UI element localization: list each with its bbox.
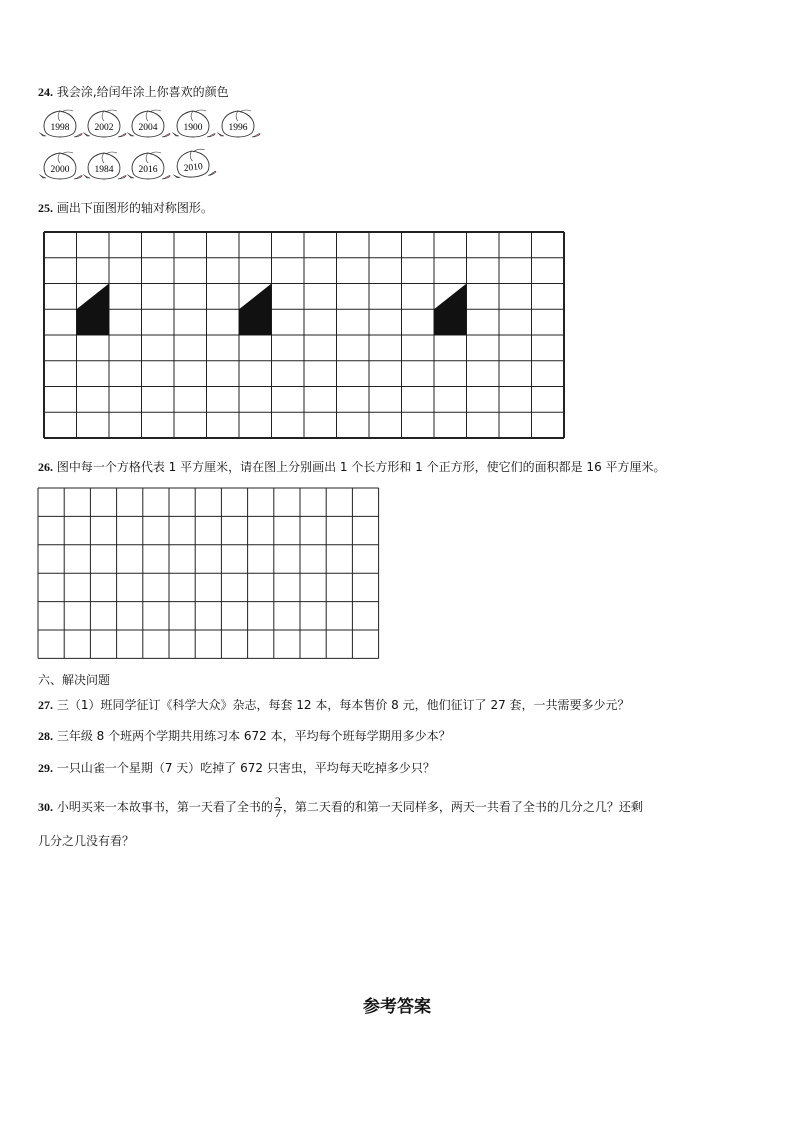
peach-year: 2010: [183, 162, 204, 174]
fraction-numerator: 2: [274, 794, 281, 808]
q30-number: 30.: [38, 800, 53, 814]
q26-prompt: [38, 459, 666, 475]
q25-text: 画出下面图形的轴对称图形。: [56, 201, 213, 215]
q30-continuation: [38, 833, 134, 849]
fraction-denominator: 7: [274, 806, 281, 820]
fraction: [274, 796, 282, 819]
peach-1900[interactable]: [173, 110, 216, 137]
q24-prompt: [38, 84, 229, 100]
shape-half: [77, 284, 110, 336]
q28-prompt: [38, 728, 451, 744]
peach-year: 2016: [138, 165, 158, 175]
q30-text-c: 几分之几没有看？: [38, 834, 135, 848]
peach-1998[interactable]: [40, 110, 83, 137]
q30-text-b: ，第二天看的和第一天同样多，两天一共看了全书的几分之几？还剩: [282, 800, 643, 814]
peach-year: 2002: [94, 123, 114, 133]
peach-1984[interactable]: [84, 152, 127, 179]
q28-number: 28.: [38, 729, 53, 743]
q30-prompt: [38, 796, 643, 819]
peach-2002[interactable]: [84, 110, 127, 137]
q29-number: 29.: [38, 761, 53, 775]
shape-half: [434, 284, 467, 336]
q27-text: 三（1）班同学征订《科学大众》杂志，每套 12 本，每本售价 8 元，他们征订了 27 套，一共需要多少元？: [56, 698, 630, 712]
q29-prompt: [38, 760, 435, 776]
peach-year: 1984: [94, 165, 114, 175]
symmetry-grid[interactable]: [44, 232, 564, 438]
peach-group: [0, 105, 794, 195]
q27-prompt: [38, 697, 630, 713]
q26-text: 图中每一个方格代表 1 平方厘米，请在图上分别画出 1 个长方形和 1 个正方形，使它们的面积都是 16 平方厘米。: [56, 460, 666, 474]
q28-text: 三年级 8 个班两个学期共用练习本 672 本，平均每个班每学期用多少本？: [56, 729, 451, 743]
q25-number: 25.: [38, 201, 53, 215]
q24-number: 24.: [38, 85, 53, 99]
area-grid[interactable]: [38, 488, 380, 660]
q26-number: 26.: [38, 460, 53, 474]
peach-year: 2004: [138, 123, 158, 133]
peach-2004[interactable]: [128, 110, 171, 137]
peach-2010[interactable]: [171, 148, 216, 179]
peach-year: 1998: [50, 123, 70, 133]
peach-1996[interactable]: [218, 110, 261, 137]
shape-half: [239, 284, 272, 336]
peach-year: 2000: [50, 165, 70, 175]
peach-year: 1900: [183, 123, 203, 133]
peach-2000[interactable]: [40, 152, 83, 179]
q24-text: 我会涂,给闰年涂上你喜欢的颜色: [56, 85, 229, 99]
peach-2016[interactable]: [128, 152, 171, 179]
q27-number: 27.: [38, 698, 53, 712]
answer-heading: 参考答案: [363, 997, 431, 1017]
q29-text: 一只山雀一个星期（7 天）吃掉了 672 只害虫，平均每天吃掉多少只？: [56, 761, 435, 775]
q25-prompt: [38, 200, 213, 216]
q30-text-a: 小明买来一本故事书，第一天看了全书的: [56, 800, 273, 814]
section-title: 六、解决问题: [38, 673, 111, 687]
peach-year: 1996: [228, 123, 248, 133]
